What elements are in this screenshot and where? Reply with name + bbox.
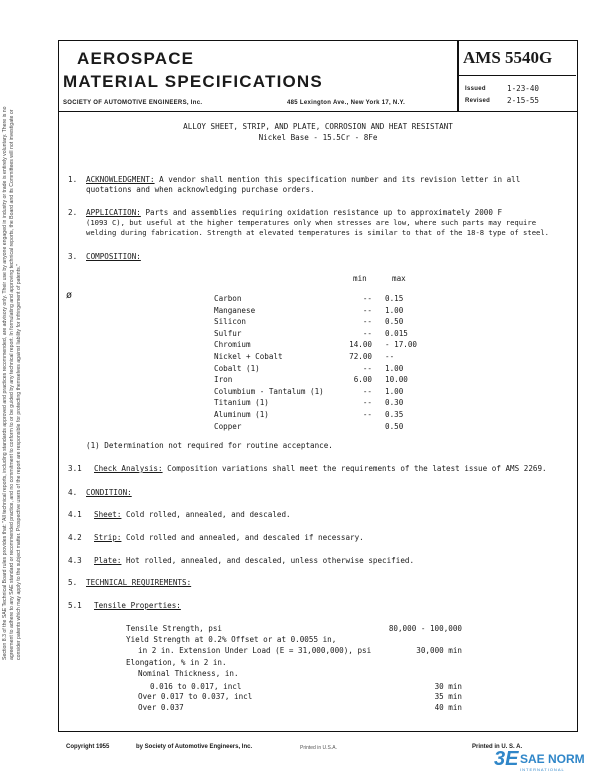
composition-note: (1) Determination not required for routine acceptance. [86, 441, 333, 450]
s31-heading: Check Analysis: [94, 464, 163, 473]
s1-line1 [86, 175, 520, 184]
composition-element: Iron [214, 375, 233, 385]
header-line1: AEROSPACE [77, 49, 195, 68]
composition-max: 0.30 [385, 398, 404, 408]
s2-line1 [86, 208, 502, 217]
logo-text: SAE NORM [520, 752, 585, 766]
title-line1: ALLOY SHEET, STRIP, AND PLATE, CORROSION AND HEAT RESISTANT [183, 122, 453, 131]
composition-element: Silicon [214, 317, 247, 327]
s41-text: Cold rolled, annealed, and descaled. [126, 510, 291, 519]
s4-number: 4. [68, 488, 78, 497]
composition-min: -- [362, 398, 372, 408]
s42-line [94, 533, 364, 542]
composition-element: Cobalt (1) [214, 363, 260, 373]
tensile-value: 40 min [434, 703, 462, 712]
ams-number-cell [459, 41, 576, 76]
composition-element: Nickel + Cobalt [214, 352, 283, 361]
tensile-value: 30,000 min [416, 646, 462, 655]
composition-min: -- [362, 294, 372, 303]
composition-min: 14.00 [349, 340, 372, 350]
s51-number: 5.1 [68, 601, 82, 610]
s43-number: 4.3 [68, 556, 82, 565]
s43-line [94, 556, 414, 565]
s43-heading: Plate: [94, 556, 122, 565]
composition-max: 0.35 [385, 410, 404, 419]
logo-sub: INTERNATIONAL [520, 767, 565, 772]
tensile-value: 80,000 - 100,000 [388, 624, 462, 633]
s42-text: Cold rolled and annealed, and descaled if necessary. [126, 533, 364, 542]
composition-min: 72.00 [349, 352, 372, 361]
tensile-label: Over 0.037 [138, 703, 184, 712]
s42-number: 4.2 [68, 533, 82, 542]
tensile-label: 0.016 to 0.017, incl [150, 682, 242, 691]
s2-text1: Parts and assemblies requiring oxidation resistance up to approximately 2000 F [145, 208, 503, 217]
s5-heading: TECHNICAL REQUIREMENTS: [86, 578, 192, 587]
composition-max: 1.00 [385, 363, 404, 373]
composition-element: Aluminum (1) [214, 410, 269, 419]
society-address: 485 Lexington Ave., New York 17, N.Y. [287, 100, 406, 106]
composition-max: 1.00 [385, 386, 404, 396]
s1-text1: A vendor shall mention this specification number and its revision letter in all [159, 175, 521, 184]
ams-box [458, 40, 578, 112]
ams-number: AMS 5540G [463, 48, 553, 67]
composition-element: Sulfur [214, 328, 242, 338]
composition-element: Chromium [214, 340, 251, 350]
society-name: SOCIETY OF AUTOMOTIVE ENGINEERS, Inc. [63, 100, 203, 106]
composition-max: 0.15 [385, 294, 404, 303]
s2-line2: (1093 C), but useful at the higher temperatures only when stresses are low, where such parts may require [86, 218, 537, 227]
s31-text: Composition variations shall meet the requirements of the latest issue of AMS 2269. [167, 464, 547, 473]
s31-line [94, 464, 547, 473]
composition-element: Columbium - Tantalum (1) [214, 386, 324, 396]
s1-heading: ACKNOWLEDGMENT: [86, 175, 155, 184]
s41-heading: Sheet: [94, 510, 122, 519]
s51-heading: Tensile Properties: [94, 601, 181, 610]
tensile-value: 35 min [434, 692, 462, 701]
tensile-label: Elongation, % in 2 in. [126, 658, 227, 667]
composition-max: 10.00 [385, 375, 408, 385]
composition-element: Titanium (1) [214, 398, 269, 408]
composition-min: -- [362, 305, 372, 315]
composition-max: 0.50 [385, 421, 404, 431]
s2-heading: APPLICATION: [86, 208, 141, 217]
tensile-label: Nominal Thickness, in. [138, 669, 239, 678]
s1-line2: quotations and when acknowledging purchase orders. [86, 185, 315, 194]
tensile-label: Yield Strength at 0.2% Offset or at 0.0055 in, [126, 635, 337, 644]
composition-element: Manganese [214, 305, 256, 315]
composition-element: Copper [214, 421, 242, 431]
composition-min: -- [362, 410, 372, 419]
s4-heading: CONDITION: [86, 488, 132, 497]
footer-copyright: Copyright 1955 [66, 744, 110, 750]
composition-min: -- [362, 363, 372, 373]
composition-min: -- [362, 386, 372, 396]
s2-line3: welding during fabrication. Strength at elevated temperatures is similar to that of the 18-8 type of steel. [86, 228, 550, 237]
revised-date: 2-15-55 [507, 96, 540, 105]
tensile-label: Over 0.017 to 0.037, incl [138, 692, 253, 701]
s3-heading: COMPOSITION: [86, 252, 141, 261]
composition-min: 6.00 [353, 375, 372, 385]
header-box [58, 40, 458, 112]
side-notice [2, 100, 62, 660]
side-notice-text: Section 8.3 of the SAE Technical Board rules provides that: "All technical reports, including standards approved and practices recommended, are advisory only. Their use by anyone engaged in industry or trade is entirely voluntary. There is no agreement to adhere to any SAE standard or recommended practice, and no commitment to conform to or be guided by any technical report. In formulating and approving technical reports, the Board and its Committees will not investigate or consider patents which may apply to the subject matter. Prospective users of the report are responsible for protecting themselves against liability for infringement of patents." [2, 106, 22, 660]
change-marker: ø [66, 290, 73, 301]
footer-center: Printed in U.S.A. [300, 745, 337, 751]
composition-element: Carbon [214, 294, 242, 303]
logo-mark: 3E [494, 748, 519, 770]
s31-number: 3.1 [68, 464, 82, 473]
s1-number: 1. [68, 175, 78, 184]
s43-text: Hot rolled, annealed, and descaled, unless otherwise specified. [126, 556, 415, 565]
footer-printed: Printed in U. S. A. [472, 744, 523, 750]
footer-by: by Society of Automotive Engineers, Inc. [136, 744, 253, 750]
tensile-label: in 2 in. Extension Under Load (E = 31,000,000), psi [138, 646, 372, 655]
sae-norm-logo [494, 750, 598, 774]
composition-max: 1.00 [385, 305, 404, 315]
s41-number: 4.1 [68, 510, 82, 519]
composition-min: -- [362, 328, 372, 338]
s42-heading: Strip: [94, 533, 122, 542]
col-min-header: min [353, 274, 367, 283]
tensile-value: 30 min [434, 682, 462, 691]
s2-number: 2. [68, 208, 78, 217]
header-line2: MATERIAL SPECIFICATIONS [63, 72, 323, 91]
s3-number: 3. [68, 252, 78, 261]
col-max-header: max [392, 274, 406, 283]
issued-date: 1-23-40 [507, 84, 540, 93]
revised-label: Revised [465, 98, 491, 104]
composition-max: 0.50 [385, 317, 404, 327]
composition-max: -- [385, 352, 395, 361]
tensile-label: Tensile Strength, psi [126, 624, 223, 633]
composition-min: -- [362, 317, 372, 327]
s41-line [94, 510, 291, 519]
composition-max: - 17.00 [385, 340, 418, 350]
title-line2: Nickel Base - 15.5Cr - 8Fe [258, 133, 378, 142]
composition-max: 0.015 [385, 328, 408, 338]
issued-label: Issued [465, 86, 486, 92]
s5-number: 5. [68, 578, 78, 587]
